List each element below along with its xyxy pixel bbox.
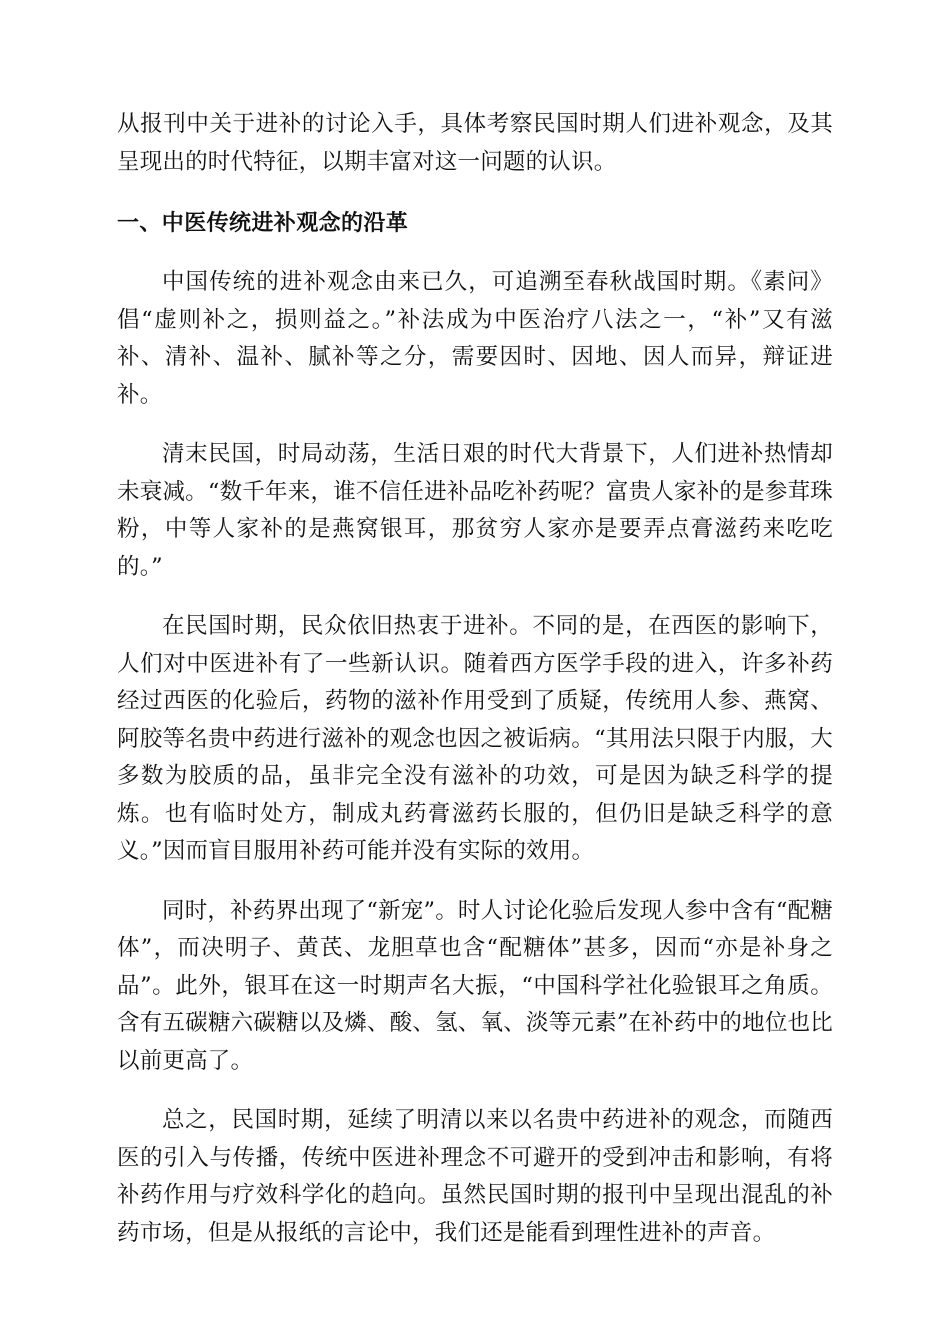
paragraph-1: 中国传统的进补观念由来已久，可追溯至春秋战国时期。《素问》倡“虚则补之，损则益之。”补法成为中医治疗八法之一，“补”又有滋补、清补、温补、腻补等之分，需要因时、因地、因人而异，辩证进补。 (117, 269, 833, 408)
paragraph-5: 总之，民国时期，延续了明清以来以名贵中药进补的观念，而随西医的引入与传播，传统中医进补理念不可避开的受到冲击和影响，有将补药作用与疗效科学化的趋向。虽然民国时期的报刊中呈现出混乱的补药市场，但是从报纸的言论中，我们还是能看到理性进补的声音。 (117, 1107, 833, 1246)
paragraph-intro-continuation: 从报刊中关于进补的讨论入手，具体考察民国时期人们进补观念，及其呈现出的时代特征，以期丰富对这一问题的认识。 (117, 111, 833, 175)
document-body (117, 106, 833, 1252)
paragraph-3: 在民国时期，民众依旧热衷于进补。不同的是，在西医的影响下，人们对中医进补有了一些新认识。随着西方医学手段的进入，许多补药经过西医的化验后，药物的滋补作用受到了质疑，传统用人参、燕窝、阿胶等名贵中药进行滋补的观念也因之被诟病。“其用法只限于内服，大多数为胶质的品，虽非完全没有滋补的功效，可是因为缺乏科学的提炼。也有临时处方，制成丸药膏滋药长服的，但仍旧是缺乏科学的意义。”因而盲目服用补药可能并没有实际的效用。 (117, 613, 833, 864)
paragraph-4: 同时，补药界出现了“新宠”。时人讨论化验后发现人参中含有“配糖体”，而决明子、黄芪、龙胆草也含“配糖体”甚多，因而“亦是补身之品”。此外，银耳在这一时期声名大振，“中国科学社化验银耳之角质。含有五碳糖六碳糖以及燐、酸、氢、氧、淡等元素”在补药中的地位也比以前更高了。 (117, 897, 833, 1074)
paragraph-2: 清末民国，时局动荡，生活日艰的时代大背景下，人们进补热情却未衰减。“数千年来，谁不信任进补品吃补药呢？富贵人家补的是参茸珠粉，中等人家补的是燕窝银耳，那贫穷人家亦是要弄点膏滋药来吃吃的。” (117, 441, 833, 580)
section-heading: 一、中医传统进补观念的沿革 (117, 211, 409, 236)
